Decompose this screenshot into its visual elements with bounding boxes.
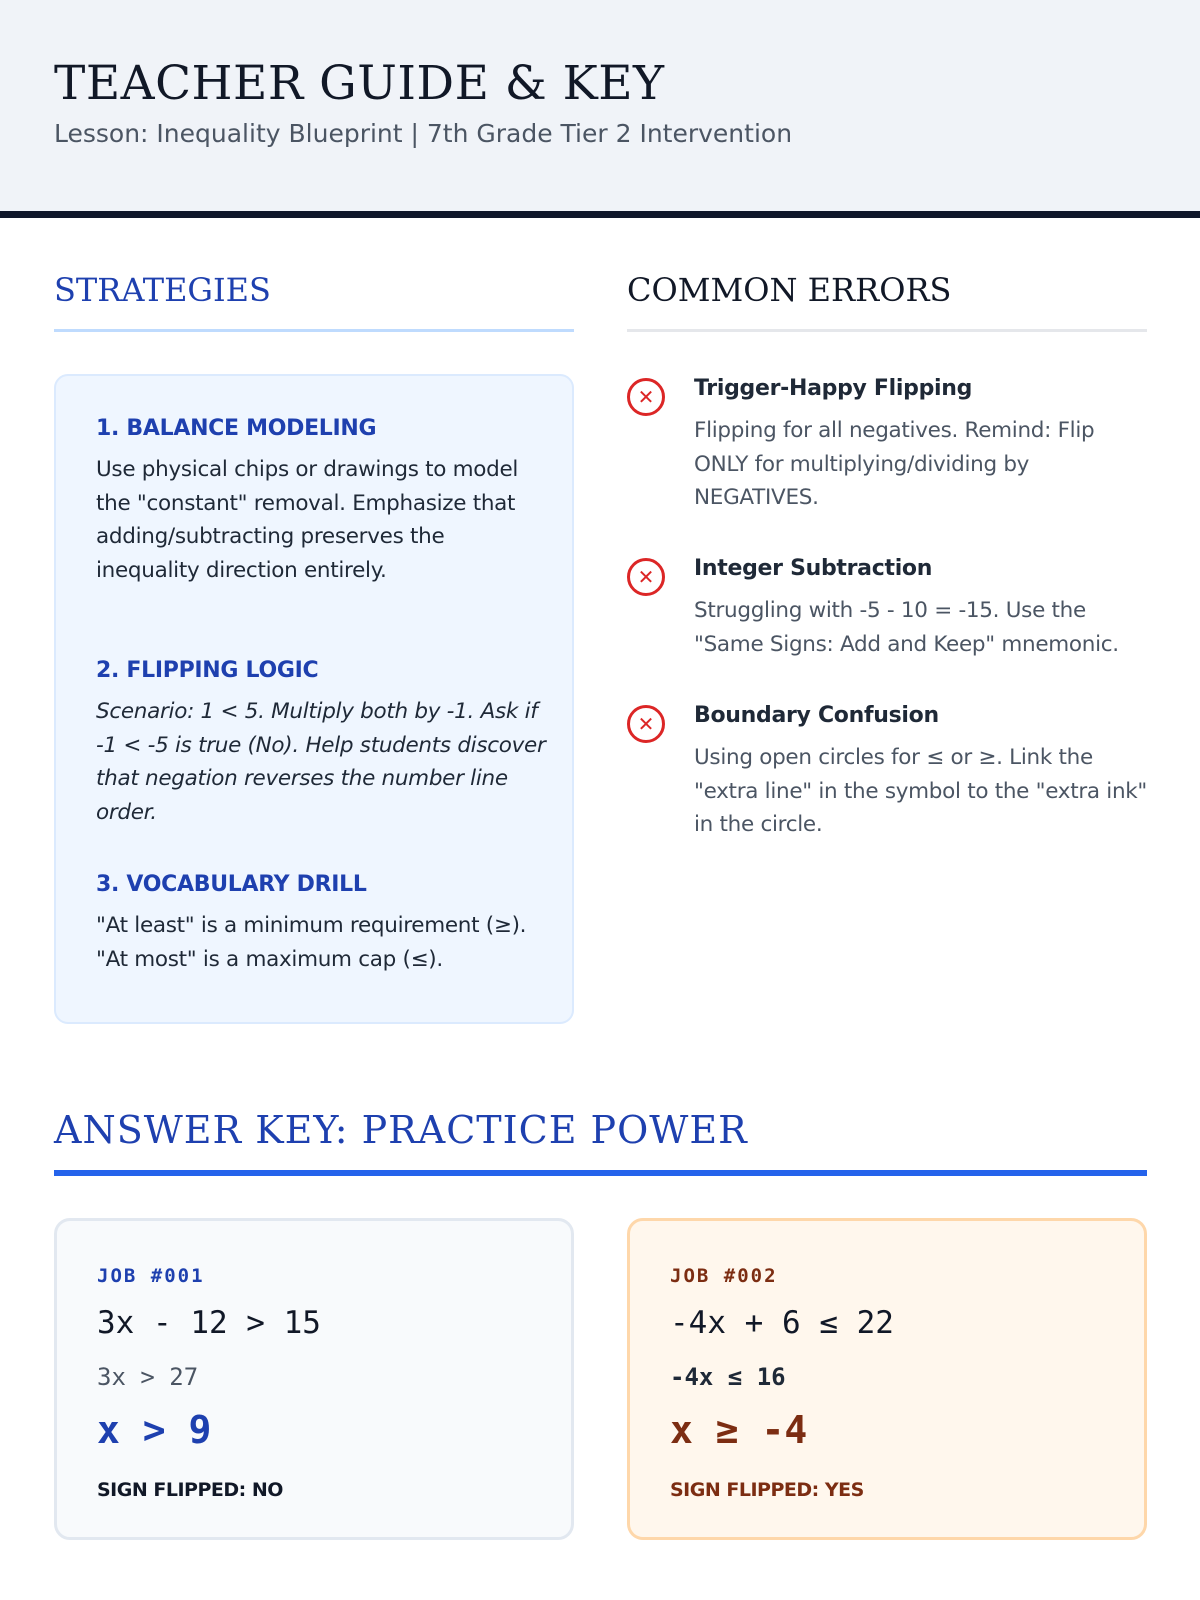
strategy-title: 3. VOCABULARY DRILL (96, 872, 367, 897)
page-header (0, 0, 1200, 218)
strategy-body: "At least" is a minimum requirement (≥). "At most" is a maximum cap (≤). (96, 913, 527, 972)
strategies-heading: STRATEGIES (54, 271, 271, 309)
job-problem: -4x + 6 ≤ 22 (670, 1305, 894, 1341)
page-subtitle: Lesson: Inequality Blueprint | 7th Grade Tier 2 Intervention (54, 119, 793, 148)
strategies-divider (54, 329, 574, 332)
error-title: Integer Subtraction (694, 556, 933, 581)
error-title: Boundary Confusion (694, 703, 939, 728)
error-item-boundary-confusion (627, 703, 1147, 853)
common-errors-heading: COMMON ERRORS (627, 271, 952, 309)
job-answer: x > 9 (97, 1408, 212, 1452)
common-errors-divider (627, 329, 1147, 332)
strategy-vocabulary-drill (96, 872, 546, 976)
strategy-flipping-logic (96, 658, 546, 829)
error-body: Struggling with -5 - 10 = -15. Use the "Same Signs: Add and Keep" mnemonic. (694, 598, 1119, 657)
job-step: -4x ≤ 16 (670, 1363, 786, 1391)
sign-flipped-note: SIGN FLIPPED: YES (670, 1479, 864, 1501)
page-title: TEACHER GUIDE & KEY (54, 56, 665, 111)
error-x-icon: ✕ (627, 378, 665, 416)
error-title: Trigger-Happy Flipping (694, 376, 973, 401)
answer-key-divider (54, 1170, 1147, 1176)
strategy-balance-modeling (96, 416, 546, 587)
strategy-body: Use physical chips or drawings to model the "constant" removal. Emphasize that adding/subtracting preserves the inequality direction entirely. (96, 457, 519, 583)
strategy-title: 2. FLIPPING LOGIC (96, 658, 319, 683)
error-x-icon: ✕ (627, 705, 665, 743)
error-x-icon: ✕ (627, 558, 665, 596)
error-item-integer-subtraction (627, 556, 1147, 706)
job-card-001 (54, 1218, 574, 1540)
strategies-card (54, 374, 574, 1024)
strategy-body: Scenario: 1 < 5. Multiply both by -1. Ask if -1 < -5 is true (No). Help students discover that negation reverses the number line order. (96, 699, 546, 825)
error-body: Flipping for all negatives. Remind: Flip ONLY for multiplying/dividing by NEGATIVES. (694, 418, 1095, 510)
error-item-trigger-happy-flipping (627, 376, 1147, 526)
answer-key-heading: ANSWER KEY: PRACTICE POWER (54, 1108, 748, 1152)
job-card-002 (627, 1218, 1147, 1540)
job-problem: 3x - 12 > 15 (97, 1305, 321, 1341)
sign-flipped-note: SIGN FLIPPED: NO (97, 1479, 283, 1501)
strategy-title: 1. BALANCE MODELING (96, 416, 377, 441)
job-answer: x ≥ -4 (670, 1408, 808, 1452)
job-step: 3x > 27 (97, 1363, 199, 1391)
error-body: Using open circles for ≤ or ≥. Link the "extra line" in the symbol to the "extra ink" in the circle. (694, 745, 1148, 837)
job-label: JOB #002 (670, 1265, 778, 1287)
job-label: JOB #001 (97, 1265, 205, 1287)
